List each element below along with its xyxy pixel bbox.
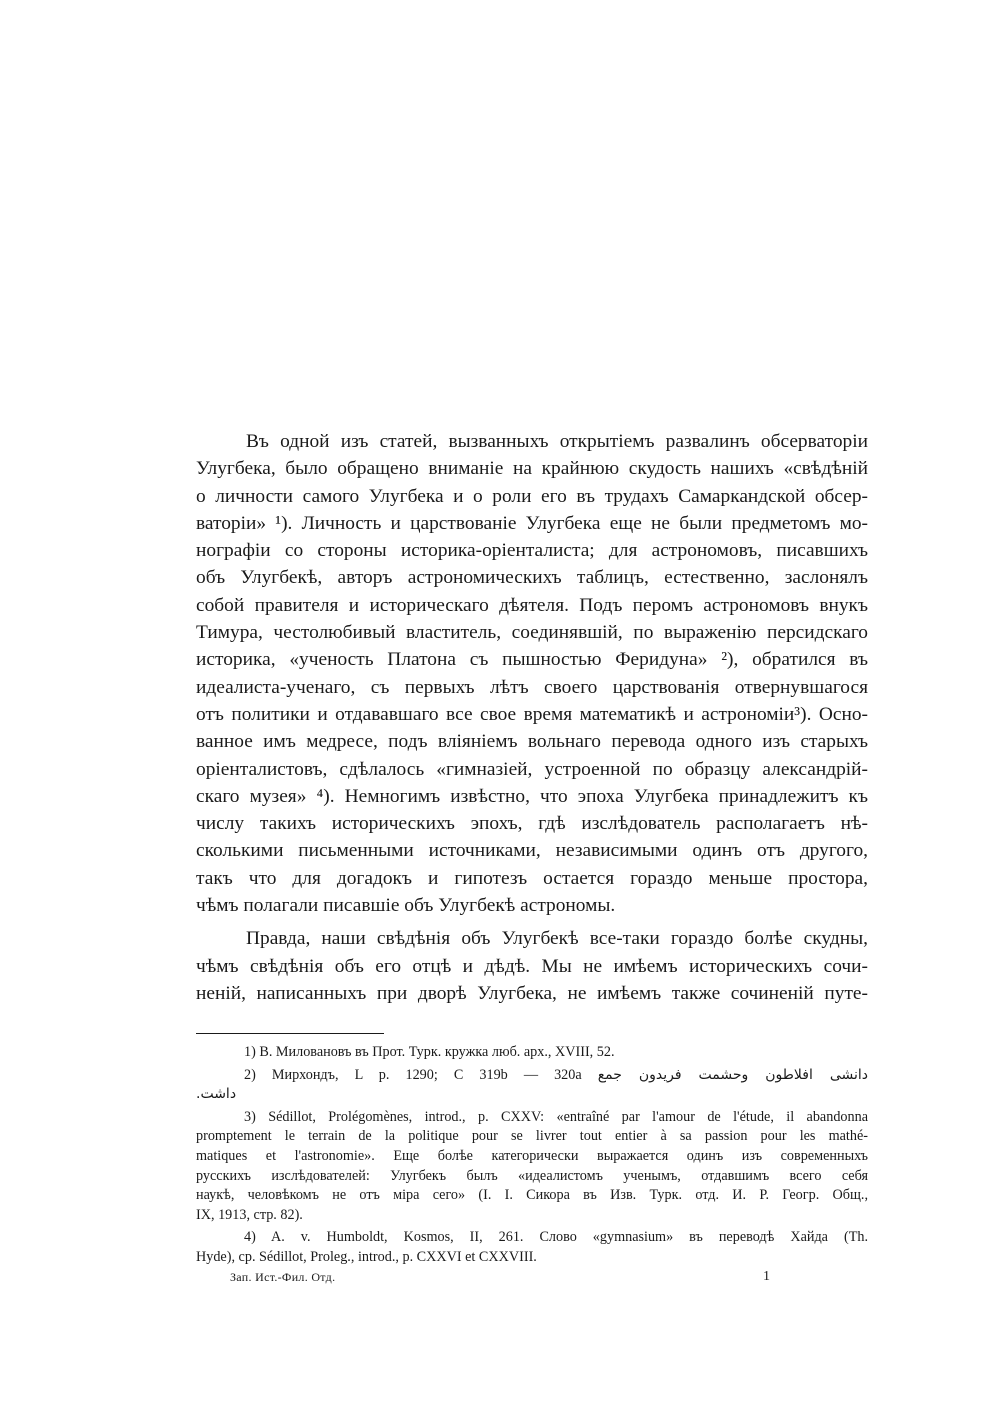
text-line: чѣмъ полагали писавшіе объ Улугбекѣ астрономы. [196, 895, 616, 917]
main-text [196, 428, 868, 1007]
text-line: Въ одной изъ статей, вызванныхъ открытіемъ развалинъ обсерваторіи [246, 431, 868, 452]
footnotes [196, 1043, 868, 1268]
text-line: ванное имъ медресе, подъ вліяніемъ вольнаго перевода одного изъ старыхъ [196, 731, 868, 753]
footnote-line: IX, 1913, стр. 82). [196, 1206, 303, 1223]
footnote-line: Hyde), cp. Sédillot, Proleg., introd., p. CXXVI et CXXVIII. [196, 1248, 537, 1265]
text-line: идеалиста-ученаго, съ первыхъ лѣтъ своего царствованія отвернувшагося [196, 676, 868, 698]
page-footer [230, 1270, 770, 1290]
text-line: объ Улугбекѣ, авторъ астрономическихъ таблицъ, естественно, заслонялъ [196, 567, 868, 589]
text-line: историка, «ученость Платона съ пышностью Феридуна» ²), обратился въ [196, 649, 868, 671]
footnote-line [196, 1066, 868, 1086]
footnote-1 [196, 1043, 868, 1063]
footnote-line: matiques et l'astronomie». Еще болѣе категорически выражается одинъ изъ современныхъ [196, 1147, 868, 1164]
text-line: такъ что для догадокъ и гипотезъ остается гораздо меньше простора, [196, 867, 868, 889]
text-line: сколькими письменными источниками, независимыми одинъ отъ другого, [196, 840, 868, 862]
text-line: скаго музея» ⁴). Немногимъ извѣстно, что эпоха Улугбека принадлежитъ къ [196, 785, 868, 807]
footnote-line: promptement le terrain de la politique pour se livrer tout entier à sa passion pour les mathé- [196, 1128, 868, 1145]
arabic-quote: دانشى افلاطون وحشمت فريدون جمع [597, 1066, 868, 1083]
paragraph-2 [196, 925, 868, 1007]
text-line: числу такихъ историческихъ эпохъ, гдѣ изслѣдователь располагаетъ нѣ- [196, 813, 868, 835]
text-line: Тимура, честолюбивый властитель, соединявшій, по выраженію персидскаго [196, 622, 868, 644]
footnote-line: 1) В. Миловановъ въ Прот. Турк. кружка люб. арх., XVIII, 52. [244, 1044, 615, 1060]
text-line: собой правителя и историческаго дѣятеля. Подъ перомъ астрономовъ внукъ [196, 594, 868, 616]
arabic-quote-continued: داشت. [196, 1086, 237, 1103]
page-number: 1 [763, 1269, 770, 1284]
text-line: оріенталистовъ, сдѣлалось «гимназіей, устроенной по образцу александрій- [196, 758, 868, 780]
text-line: чѣмъ свѣдѣнія объ его отцѣ и дѣдѣ. Мы не имѣемъ историческихъ сочи- [196, 955, 868, 977]
footnote-line: наукѣ, человѣкомъ не отъ міра сего» (I. I. Сикора въ Изв. Турк. отд. И. Р. Геогр. Общ., [196, 1187, 868, 1204]
text-line: ваторіи» ¹). Личность и царствованіе Улугбека еще не были предметомъ мо- [196, 512, 868, 534]
text-line: о личности самого Улугбека и о роли его въ трудахъ Самаркандской обсер- [196, 485, 868, 507]
paragraph-1 [196, 428, 868, 919]
footnote-3 [196, 1108, 868, 1226]
footnote-line: русскихъ изслѣдователей: Улугбекъ былъ «идеалистомъ ученымъ, отдавшимъ всего себя [196, 1167, 868, 1184]
text-line: нографіи со стороны историка-оріенталиста; для астрономовъ, писавшихъ [196, 540, 868, 562]
footnote-separator [196, 1033, 384, 1034]
text-line: Правда, наши свѣдѣнія объ Улугбекѣ все-таки гораздо болѣе скудны, [246, 928, 868, 950]
text-line: отъ политики и отдававшаго все свое время математикѣ и астрономіи³). Осно- [196, 703, 868, 725]
text-line: неній, написанныхъ при дворѣ Улугбека, не имѣемъ также сочиненій путе- [196, 982, 868, 1004]
footnote-line [196, 1085, 868, 1105]
footnote-2 [196, 1066, 868, 1105]
footnote-2-citation: 2) Мирхондъ, L p. 1290; C 319b — 320a [244, 1066, 582, 1083]
journal-signature: Зап. Ист.-Фил. Отд. [230, 1270, 336, 1284]
text-line: Улугбека, было обращено вниманіе на крайнюю скудость нашихъ «свѣдѣній [196, 458, 868, 480]
footnote-line: 4) A. v. Humboldt, Kosmos, II, 261. Слово «gymnasium» въ переводѣ Хайда (Th. [244, 1229, 868, 1246]
footnote-line: 3) Sédillot, Prolégomènes, introd., p. CXXV: «entraîné par l'amour de l'étude, il abandonna [244, 1108, 868, 1125]
footnote-4 [196, 1228, 868, 1267]
